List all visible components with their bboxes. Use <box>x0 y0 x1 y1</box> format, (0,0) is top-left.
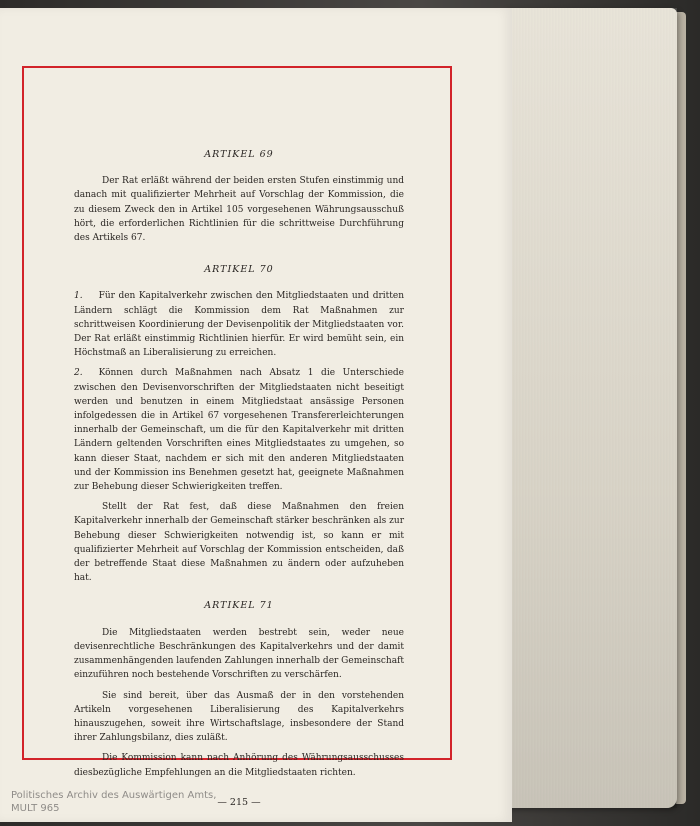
archive-watermark <box>11 789 216 815</box>
article-71-heading: ARTIKEL 71 <box>204 600 274 612</box>
article-70-paragraph-1 <box>74 289 404 360</box>
article-71-paragraph-2: Sie sind bereit, über das Ausmaß der in den vorstehenden Artikeln vorgesehenen Liberalisierung des Kapitalverkehrs hinauszugehen, soweit ihre Wirtschaftslage, insbesondere der Stand ihrer Zahlungsbilanz, dies zuläßt. <box>74 690 404 744</box>
article-69-paragraph-1: Der Rat erläßt während der beiden ersten Stufen einstimmig und danach mit qualifizierter Mehrheit auf Vorschlag der Kommission, die zu diesem Zweck den in Artikel 105 vorgesehenen Währungsausschuß hört, die erforderlichen Richtlinien für die schrittweise Durchführung des Artikels 67. <box>74 176 404 244</box>
book-page-edges <box>505 8 677 808</box>
page-content <box>74 68 404 810</box>
paragraph-text: Für den Kapitalverkehr zwischen den Mitgliedstaaten und dritten Ländern schlägt die Kommission dem Rat Maßnahmen zur schrittweisen Koordinierung der Devisenpolitik der Mitgliedstaaten vor. Der Rat erläßt einstimmig Richtlinien hierfür. Er wird bemüht sein, ein Höchstmaß an Liberalisierung zu erreichen. <box>74 291 404 359</box>
book-page <box>0 8 512 822</box>
article-71-paragraph-1: Die Mitgliedstaaten werden bestrebt sein, weder neue devisenrechtliche Beschränkungen des Kapitalverkehrs und der damit zusammenhängenden laufenden Zahlungen innerhalb der Gemeinschaft einzuführen noch bestehende Vorschriften zu verschärfen. <box>74 627 405 681</box>
article-69-heading: ARTIKEL 69 <box>204 149 274 160</box>
paragraph-text: Können durch Maßnahmen nach Absatz 1 die Unterschiede zwischen den Devisenvorschriften der Mitgliedstaaten nicht beseitigt werden und benutzen in einem Mitgliedstaat ansässige Personen infolgedessen die in Artikel 67 vorgesehenen Transfererleichterungen innerhalb der Gemeinschaft, um die für den Kapitalverkehr mit dritten Ländern geltenden Vorschriften eines Mitgliedstaates zu umgehen, so kann dieser Staat, nachdem er sich mit den anderen Mitgliedstaaten und der Kommission ins Benehmen gesetzt hat, geeignete Maßnahmen zur Behebung dieser Schwierigkeiten treffen. <box>74 368 404 493</box>
article-71-paragraph-3: Die Kommission kann nach Anhörung des Währungsausschusses diesbezügliche Empfehlungen an die Mitgliedstaaten richten. <box>74 753 404 778</box>
book-cover-edge <box>676 12 686 804</box>
paragraph-number: 1. <box>74 291 83 302</box>
article-70-paragraph-2 <box>74 366 404 494</box>
article-70-paragraph-3: Stellt der Rat fest, daß diese Maßnahmen den freien Kapitalverkehr innerhalb der Gemeinschaft stärker beschränken als zur Behebung dieser Schwierigkeiten notwendig ist, so kann er mit qualifizierter Mehrheit auf Vorschlag der Kommission entscheiden, daß der betreffende Staat diese Maßnahmen zu ändern oder aufzuheben hat. <box>74 502 404 584</box>
paragraph-number: 2. <box>74 368 83 379</box>
page-number: — 215 — <box>217 796 261 808</box>
archive-watermark-line-2: MULT 965 <box>11 803 60 814</box>
archive-watermark-line-1: Politisches Archiv des Auswärtigen Amts, <box>11 790 217 801</box>
article-70-heading: ARTIKEL 70 <box>204 264 274 276</box>
